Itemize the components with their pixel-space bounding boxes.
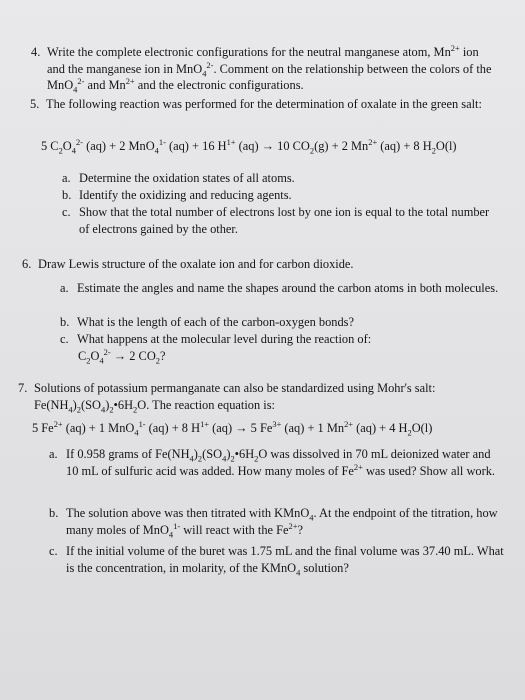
question-text: Solutions of potassium permanganate can also be standardized using Mohr's salt: $Fe(NH_4)_2(SO_4)_2•6H_2O$. The reaction equation is:	[34, 381, 436, 414]
part-text: What happens at the molecular level during the reaction of:	[77, 332, 372, 346]
question-number: 5.	[30, 97, 40, 111]
part-text: Estimate the angles and name the shapes around the carbon atoms in both molecules.	[77, 281, 499, 295]
part-label: b.	[62, 188, 72, 202]
question-4	[31, 44, 493, 94]
part-label: a.	[49, 447, 58, 461]
part-text: Determine the oxidation states of all atoms.	[79, 171, 295, 185]
question-7-part-b	[49, 505, 501, 538]
part-label: c.	[60, 332, 69, 346]
part-label: a.	[60, 281, 69, 295]
question-7-part-a	[49, 446, 501, 479]
part-text: What is the length of each of the carbon-oxygen bonds?	[77, 315, 354, 329]
question-6	[22, 256, 492, 273]
question-6-part-c	[60, 331, 500, 348]
part-text: Identify the oxidizing and reducing agents.	[79, 188, 292, 202]
question-number: 6.	[22, 257, 32, 271]
question-number: 4.	[31, 45, 41, 59]
question-text: Write the complete electronic configurations for the neutral manganese atom, $Mn^{2+}$ ion and the manganese ion in MnO$_4^{2-}$. Comment on the relationship between the colors of the MnO$_4^{2-}$ and $Mn^{2+}$ and the electronic configurations.	[47, 42, 492, 95]
part-label: c.	[62, 205, 71, 219]
question-5-part-c	[62, 204, 502, 237]
oxalate-reaction-equation: 5 $C_2O_4^{2-}$ (aq) + 2 MnO$_4^{1-}$ (aq) + 16 $H^{1+}$ (aq) → 10 $CO_2(g) + 2$ $Mn^{2+}$ (aq) + 8 $H_2O(l)$	[41, 136, 457, 156]
part-text: Show that the total number of electrons lost by one ion is equal to the total number of electrons gained by the other.	[79, 205, 490, 236]
question-7-part-c	[49, 543, 509, 576]
part-label: c.	[49, 544, 58, 558]
part-label: a.	[62, 171, 71, 185]
question-5-part-a	[62, 170, 492, 187]
mohrs-salt-reaction-equation: 5 $Fe^{2+}$ (aq) + 1 MnO$_4^{1-}$ (aq) + 8 $H^{1+}$ (aq) → 5 $Fe^{3+}$ (aq) + 1 $Mn^{2+}$ (aq) + 4 $H_2O(l)$	[32, 418, 433, 438]
part-text: If the initial volume of the buret was 1.75 mL and the final volume was 37.40 mL. What is the concentration, in molarity, of the KMnO$_4$ solution?	[66, 544, 504, 577]
question-6-part-b	[60, 314, 500, 331]
question-5-part-b	[62, 187, 492, 204]
question-5	[30, 96, 496, 113]
part-label: b.	[60, 315, 70, 329]
question-text: The following reaction was performed for the determination of oxalate in the green salt:	[46, 97, 482, 111]
oxalate-to-co2-reaction: $C_2O_4^{2-} \to 2$ $CO_2$?	[78, 346, 166, 366]
part-label: b.	[49, 506, 59, 520]
part-text: The solution above was then titrated with KMnO$_4$. At the endpoint of the titration, how many moles of MnO$_4^{1-}$ will react with the $Fe^{2+}$?	[66, 506, 498, 539]
part-text: If 0.958 grams of $Fe(NH_4)_2(SO_4)_2•6H_2O$ was dissolved in 70 mL deionized water and 10 mL of sulfuric acid was added. How many moles of $Fe^{2+}$ was used? Show all work.	[66, 447, 496, 478]
question-number: 7.	[18, 381, 28, 395]
question-6-part-a	[60, 280, 500, 297]
question-text: Draw Lewis structure of the oxalate ion and for carbon dioxide.	[38, 257, 354, 271]
question-7	[18, 380, 500, 413]
